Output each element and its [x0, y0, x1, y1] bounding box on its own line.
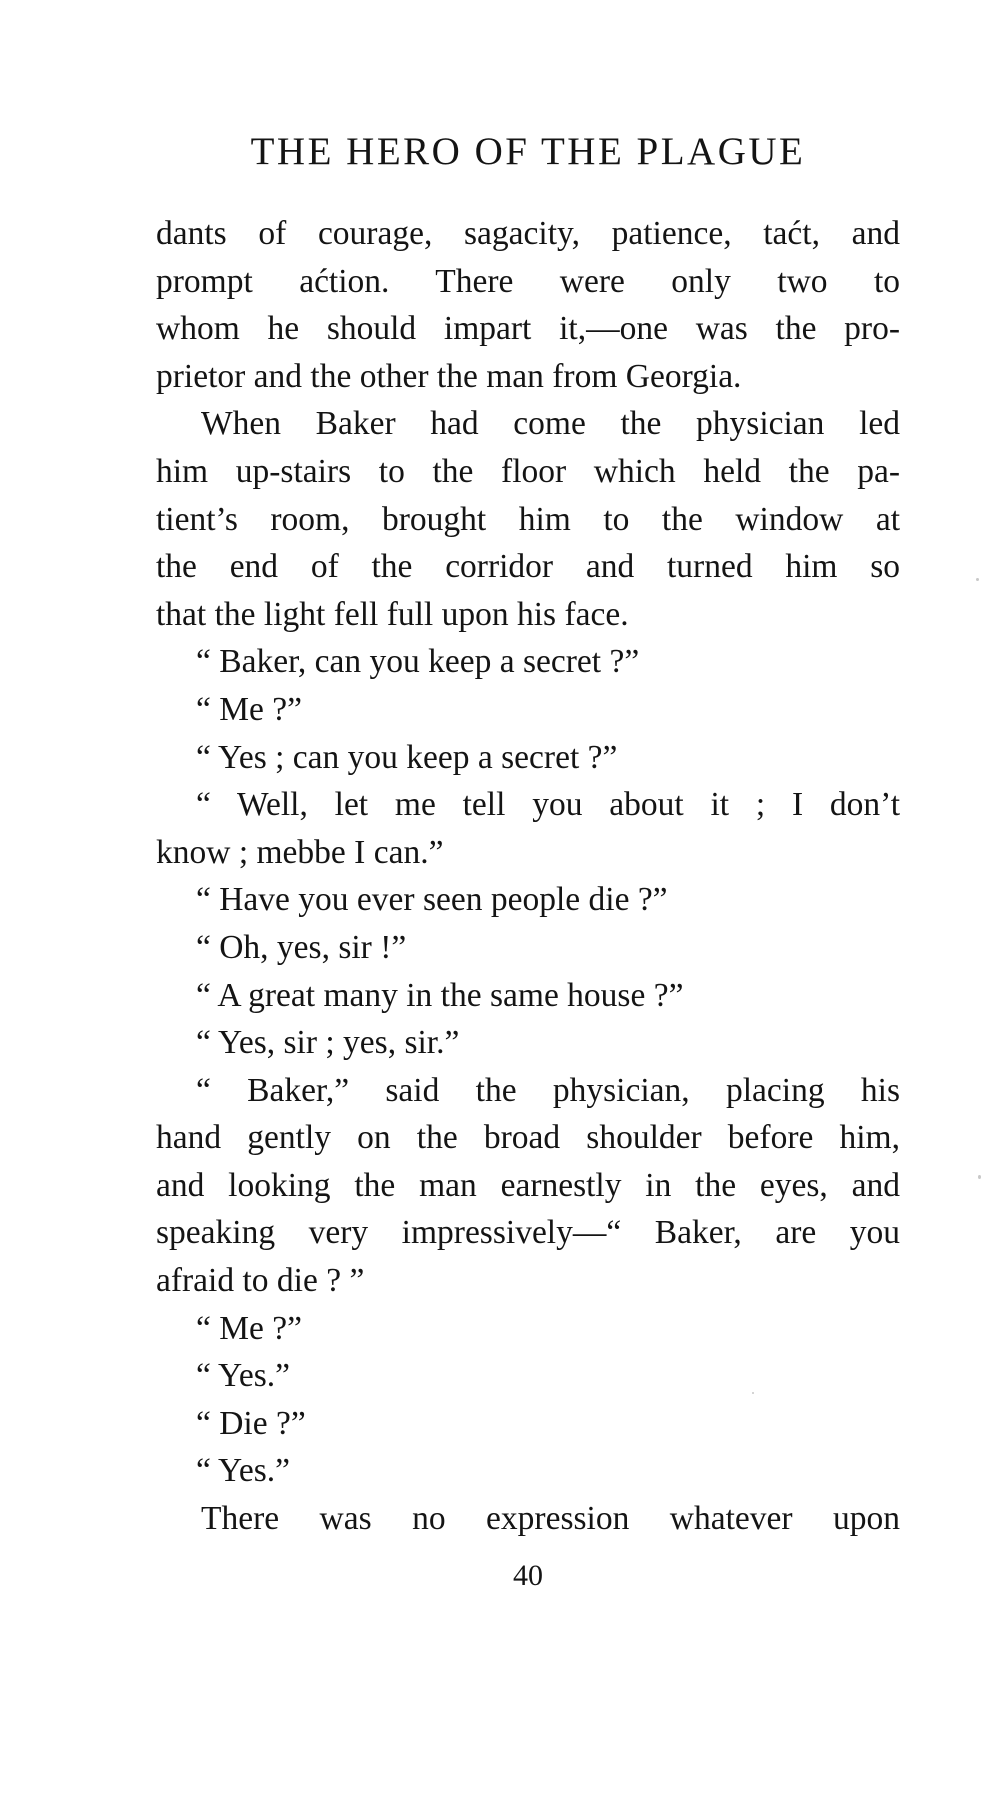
text-line: “ Baker, can you keep a secret ?”	[196, 643, 640, 681]
text-line: and looking the man earnestly in the eyes, and	[156, 1166, 900, 1204]
text-line: “ Yes ; can you keep a secret ?”	[196, 738, 618, 776]
text-line: speaking very impressively—“ Baker, are you	[156, 1214, 900, 1252]
text-line: “ Have you ever seen people die ?”	[196, 881, 668, 919]
text-line: “ Me ?”	[196, 1309, 303, 1347]
text-line: know ; mebbe I can.”	[156, 833, 444, 871]
text-line: There was no expression whatever upon	[201, 1500, 900, 1538]
text-line: “ Me ?”	[196, 690, 303, 728]
text-line: the end of the corridor and turned him so	[156, 548, 900, 586]
text-line: whom he should impart it,—one was the pro-	[156, 310, 900, 348]
text-line: When Baker had come the physician led	[201, 405, 900, 443]
text-line: “ Oh, yes, sir !”	[196, 928, 407, 966]
text-line: tient’s room, brought him to the window at	[156, 500, 900, 538]
text-line: “ Yes.”	[196, 1452, 290, 1490]
text-line: afraid to die ? ”	[156, 1262, 365, 1300]
text-line: dants of courage, sagacity, patience, taćt, and	[156, 215, 900, 252]
text-line: that the light fell full upon his face.	[156, 595, 629, 633]
text-line: him up-stairs to the floor which held the pa-	[156, 452, 900, 490]
text-line: “ Yes, sir ; yes, sir.”	[196, 1024, 460, 1062]
text-line: prompt aćtion. There were only two to	[156, 262, 900, 300]
text-line: “ Die ?”	[196, 1404, 306, 1442]
scan-speck	[976, 578, 979, 581]
text-line: “ Yes.”	[196, 1357, 290, 1395]
scan-speck	[978, 1175, 981, 1179]
page-number: 40	[513, 1559, 543, 1592]
scan-speck	[752, 1392, 754, 1394]
body-text	[156, 210, 900, 1543]
text-line: “ Well, let me tell you about it ; I don’t	[196, 786, 900, 824]
text-line: hand gently on the broad shoulder before him,	[156, 1119, 900, 1157]
text-line: “ A great many in the same house ?”	[196, 976, 684, 1014]
text-line: “ Baker,” said the physician, placing his	[196, 1071, 900, 1109]
running-head: THE HERO OF THE PLAGUE	[250, 130, 806, 173]
text-line: prietor and the other the man from Georgia.	[156, 357, 742, 395]
